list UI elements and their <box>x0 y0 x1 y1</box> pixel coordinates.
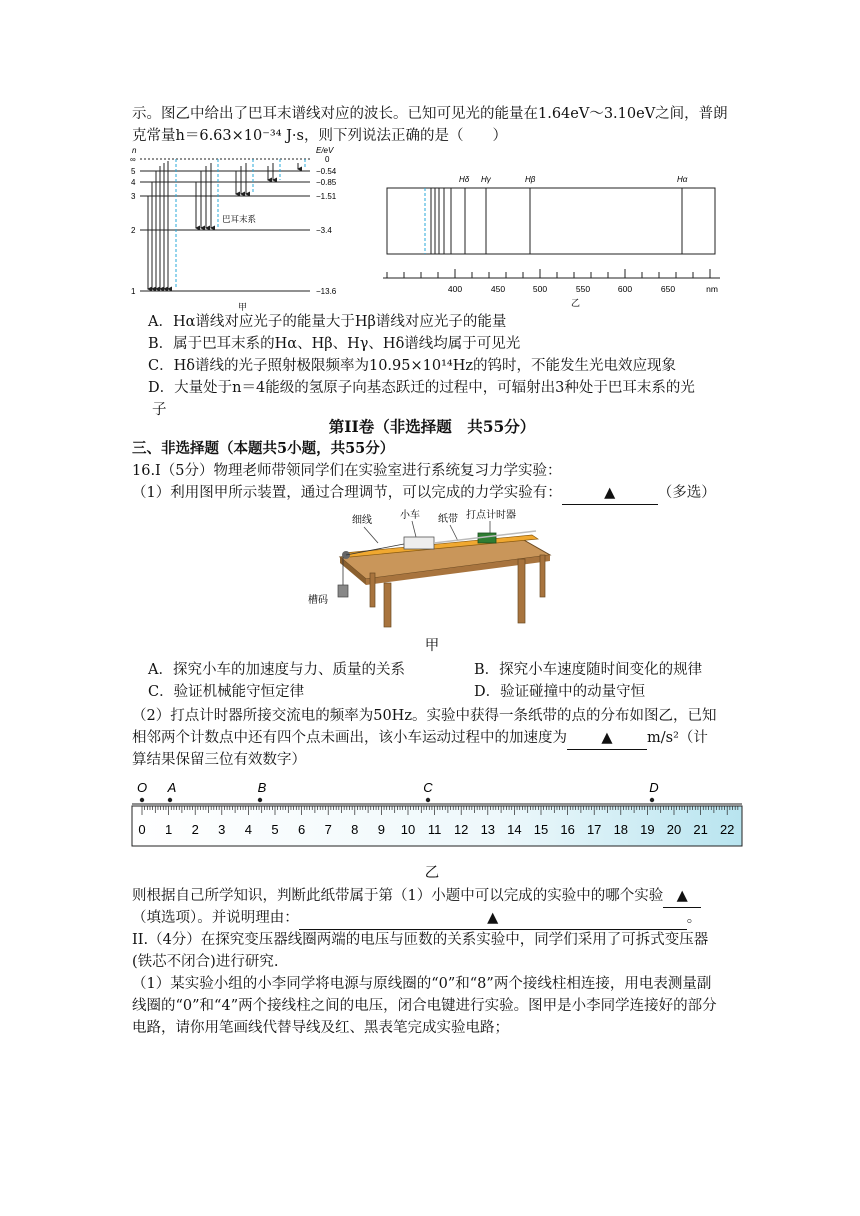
ruler-number: 15 <box>533 822 549 837</box>
label-timer: 打点计时器 <box>466 510 516 521</box>
q16-part1-answer-blank[interactable]: ▲ <box>562 482 658 505</box>
q15-option-d-cont: 子 <box>152 402 167 418</box>
apparatus-caption: 甲 <box>424 638 440 654</box>
level-e-1: −13.6 <box>316 287 337 296</box>
point-label-d: D <box>649 780 659 795</box>
level-n-1: 1 <box>131 287 136 296</box>
q16-part1-note: （多选） <box>657 485 716 501</box>
q16-part3-period: 。 <box>686 910 702 926</box>
level-e-5: −0.54 <box>316 167 337 176</box>
ruler-number: 2 <box>191 822 199 837</box>
axis-e-label: E/eV <box>316 146 334 155</box>
ruler-number: 8 <box>351 822 359 837</box>
q16-option-d: D．验证碰撞中的动量守恒 <box>474 684 646 700</box>
level-e-4: −0.85 <box>316 178 337 187</box>
line-label-hgamma: Hγ <box>481 175 491 184</box>
q16-part2-unit: m/s²（计 <box>647 730 708 746</box>
q15-text-line2: 克常量h＝6.63×10⁻³⁴ J·s，则下列说法正确的是（ ） <box>132 128 507 144</box>
q16-intro: 16.I（5分）物理老师带领同学们在实验室进行系统复习力学实验： <box>132 463 562 479</box>
ruler-number: 9 <box>377 822 386 837</box>
label-weights: 槽码 <box>308 595 328 606</box>
q16-part3-line2 <box>132 907 732 930</box>
q16-2-line1: II.（4分）在探究变压器线圈两端的电压与匝数的关系实验中，同学们采用了可拆式变压器 <box>132 932 709 948</box>
ruler-number: 22 <box>719 822 735 837</box>
level-n-5: 5 <box>131 167 136 176</box>
ruler-number: 3 <box>218 822 226 837</box>
ruler-number: 19 <box>640 822 655 837</box>
q16-part3-reason-blank[interactable]: ▲ <box>299 907 687 930</box>
apparatus-figure <box>300 505 570 633</box>
q16-part1 <box>132 482 732 505</box>
q16-part1-prompt: （1）利用图甲所示装置，通过合理调节，可以完成的力学实验有： <box>132 485 562 501</box>
q16-part3-answer-blank[interactable]: ▲ <box>663 885 701 908</box>
axis-n-label: n <box>132 146 137 155</box>
q15-option-d: D．大量处于n＝4能级的氢原子向基态跃迁的过程中，可辐射出3种处于巴耳末系的光 <box>148 380 695 396</box>
ruler-number: 20 <box>666 822 682 837</box>
line-label-halpha: Hα <box>677 175 688 184</box>
label-string: 细线 <box>352 515 372 526</box>
level-n-4: 4 <box>131 178 136 187</box>
q16-option-b: B．探究小车速度随时间变化的规律 <box>474 662 703 678</box>
q16-2-line2: (铁芯不闭合)进行研究. <box>132 954 279 970</box>
q16-part2-line2 <box>132 727 732 750</box>
q16-part3-line1 <box>132 885 732 908</box>
tick-600: 600 <box>617 284 633 294</box>
ruler-number: 12 <box>453 822 469 837</box>
diagram-caption-jia: 甲 <box>238 302 248 312</box>
level-e-inf: 0 <box>325 155 330 164</box>
level-n-2: 2 <box>131 226 136 235</box>
section-2-title: 第II卷（非选择题 共55分） <box>328 417 536 436</box>
tick-unit-nm: nm <box>706 284 718 294</box>
ruler-number: 16 <box>560 822 575 837</box>
ruler-number: 7 <box>324 822 332 837</box>
ruler-number: 6 <box>297 822 306 837</box>
balmer-series-label: 巴耳末系 <box>222 214 257 224</box>
point-label-b: B <box>257 780 267 795</box>
q16-option-a: A．探究小车的加速度与力、质量的关系 <box>148 662 405 678</box>
q16-option-c: C．验证机械能守恒定律 <box>148 684 305 700</box>
q15-option-c: C．Hδ谱线的光子照射极限频率为10.95×10¹⁴Hz的钨时，不能发生光电效应现象 <box>148 358 676 374</box>
balmer-spectrum-diagram <box>375 168 735 308</box>
level-e-2: −3.4 <box>316 226 332 235</box>
ruler-number: 4 <box>244 822 253 837</box>
q16-part3-reason-prompt: （填选项）。并说明理由： <box>132 910 299 926</box>
ruler-number: 10 <box>400 822 416 837</box>
ruler-number: 11 <box>427 822 442 837</box>
point-label-c: C <box>423 780 433 795</box>
line-label-hbeta: Hβ <box>525 175 536 184</box>
tick-650: 650 <box>660 284 676 294</box>
ruler-number: 17 <box>586 822 602 837</box>
tick-500: 500 <box>532 284 548 294</box>
ruler-number: 0 <box>138 822 146 837</box>
q16-part2-line3: 算结果保留三位有效数字） <box>132 752 306 768</box>
q16-part2-prompt: 相邻两个计数点中还有四个点未画出，该小车运动过程中的加速度为 <box>132 730 567 746</box>
ruler-number: 14 <box>507 822 522 837</box>
q15-text-line1: 示。图乙中给出了巴耳末谱线对应的波长。已知可见光的能量在1.64eV～3.10eV之间，普朗 <box>132 106 728 122</box>
q16-part3-prompt: 则根据自己所学知识，判断此纸带属于第（1）小题中可以完成的实验中的哪个实验 <box>132 888 664 904</box>
ruler-number: 13 <box>480 822 496 837</box>
q15-option-a: A．Hα谱线对应光子的能量大于Hβ谱线对应光子的能量 <box>148 314 507 330</box>
point-label-o: O <box>136 780 148 795</box>
q15-option-b: B．属于巴耳末系的Hα、Hβ、Hγ、Hδ谱线均属于可见光 <box>148 336 521 352</box>
tick-450: 450 <box>490 284 506 294</box>
tape-ruler-figure <box>128 778 744 850</box>
q16-2-line4: 线圈的“0”和“4”两个接线柱之间的电压，闭合电键进行实验。图甲是小李同学连接好的部分 <box>132 998 717 1014</box>
ruler-number: 21 <box>693 822 708 837</box>
q16-part2-answer-blank[interactable]: ▲ <box>567 727 647 750</box>
tape-caption: 乙 <box>424 865 440 881</box>
level-e-3: −1.51 <box>316 192 337 201</box>
q16-2-line3: （1）某实验小组的小李同学将电源与原线圈的“0”和“8”两个接线柱相连接，用电表测量副 <box>132 976 712 992</box>
level-n-3: 3 <box>131 192 136 201</box>
level-n-inf: ∞ <box>130 155 136 164</box>
ruler-number: 18 <box>613 822 629 837</box>
q16-part2-line1: （2）打点计时器所接交流电的频率为50Hz。实验中获得一条纸带的点的分布如图乙，已知 <box>132 708 717 724</box>
energy-level-diagram <box>120 144 380 314</box>
q16-2-line5: 电路，请你用笔画线代替导线及红、黑表笔完成实验电路； <box>132 1020 509 1036</box>
point-label-a: A <box>167 780 177 795</box>
label-tape: 纸带 <box>438 514 458 525</box>
ruler-number: 5 <box>271 822 279 837</box>
label-cart: 小车 <box>400 510 420 521</box>
spectrum-caption-yi: 乙 <box>571 298 581 308</box>
tick-400: 400 <box>447 284 463 294</box>
tick-550: 550 <box>575 284 591 294</box>
line-label-hdelta: Hδ <box>459 175 470 184</box>
section-3-heading: 三、非选择题（本题共5小题，共55分） <box>132 440 395 457</box>
ruler-number: 1 <box>164 822 173 837</box>
